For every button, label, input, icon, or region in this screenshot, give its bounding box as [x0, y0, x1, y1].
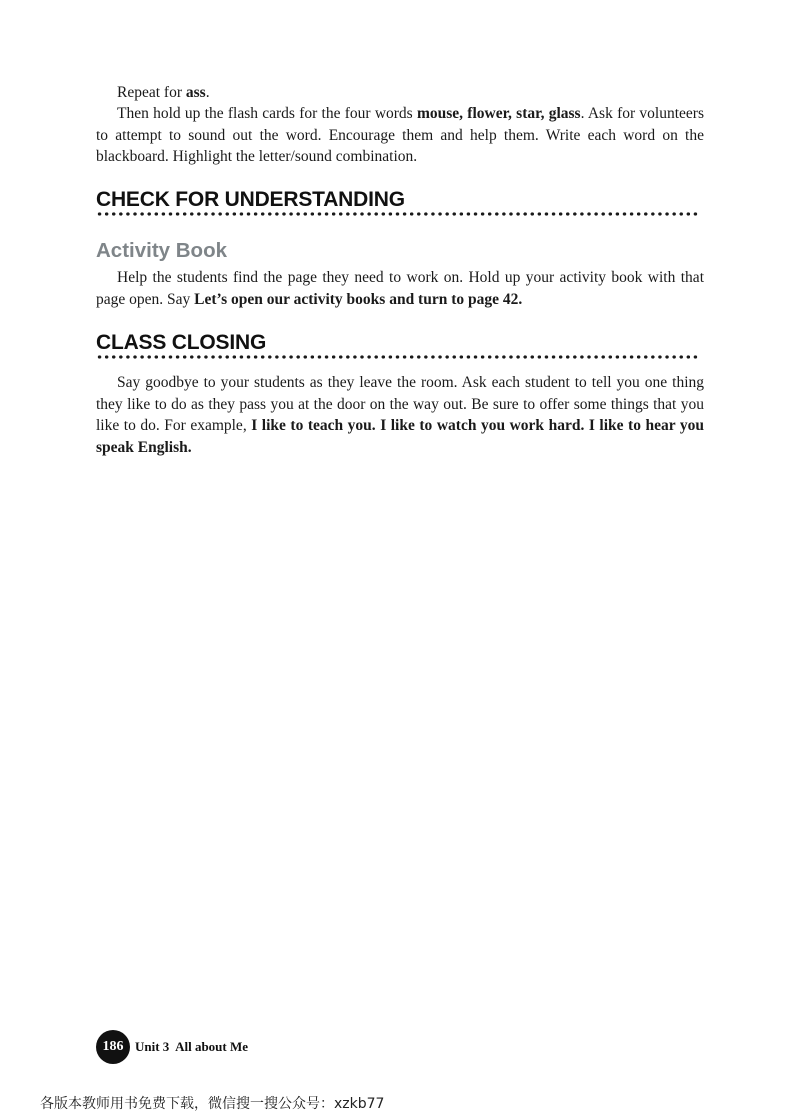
page-number-badge: 186 — [96, 1030, 130, 1064]
text-run: Say goodbye to your students as they leave the room. Ask each student to tell you one thing they like to do as they pass you at the door on the way out. Be sure to offer some things that you like to do. For example, — [96, 374, 704, 434]
text-run: Then hold up the flash cards for the four words — [117, 105, 417, 122]
page-footer — [96, 1030, 248, 1064]
unit-title: Unit 3 All about Me — [135, 1039, 249, 1054]
bold-instruction: Let’s open our activity books and turn to page 42. — [194, 290, 523, 308]
section-heading-check-for-understanding: CHECK FOR UNDERSTANDING — [96, 188, 405, 211]
text-run: Help the students find the page they need to work on. Hold up your activity book with that page open. Say — [96, 269, 704, 308]
bold-words: mouse, flower, star, glass — [416, 105, 581, 122]
text-run: . Ask for volunteers to attempt to sound out the word. Encourage them and help them. Write each word on the blackboard. Highlight the letter/sound combination. — [96, 105, 704, 165]
text-run: . — [205, 84, 210, 101]
subheading-activity-book: Activity Book — [96, 239, 227, 262]
text-run: Repeat for — [117, 84, 186, 101]
bold-example: I like to teach you. I like to watch you work hard. I like to hear you speak English. — [96, 417, 704, 456]
bold-word: ass — [185, 84, 206, 101]
watermark-text: 各版本教师用书免费下载，微信搜一搜公众号：xzkb77 — [40, 1096, 385, 1112]
section-heading-class-closing: CLASS CLOSING — [96, 331, 267, 354]
paragraph-activity-book — [96, 267, 704, 310]
paragraph-flash-cards — [96, 103, 704, 168]
paragraph-repeat — [96, 82, 704, 104]
dotted-rule — [96, 354, 700, 360]
dotted-rule — [96, 211, 700, 217]
paragraph-class-closing — [96, 372, 704, 458]
